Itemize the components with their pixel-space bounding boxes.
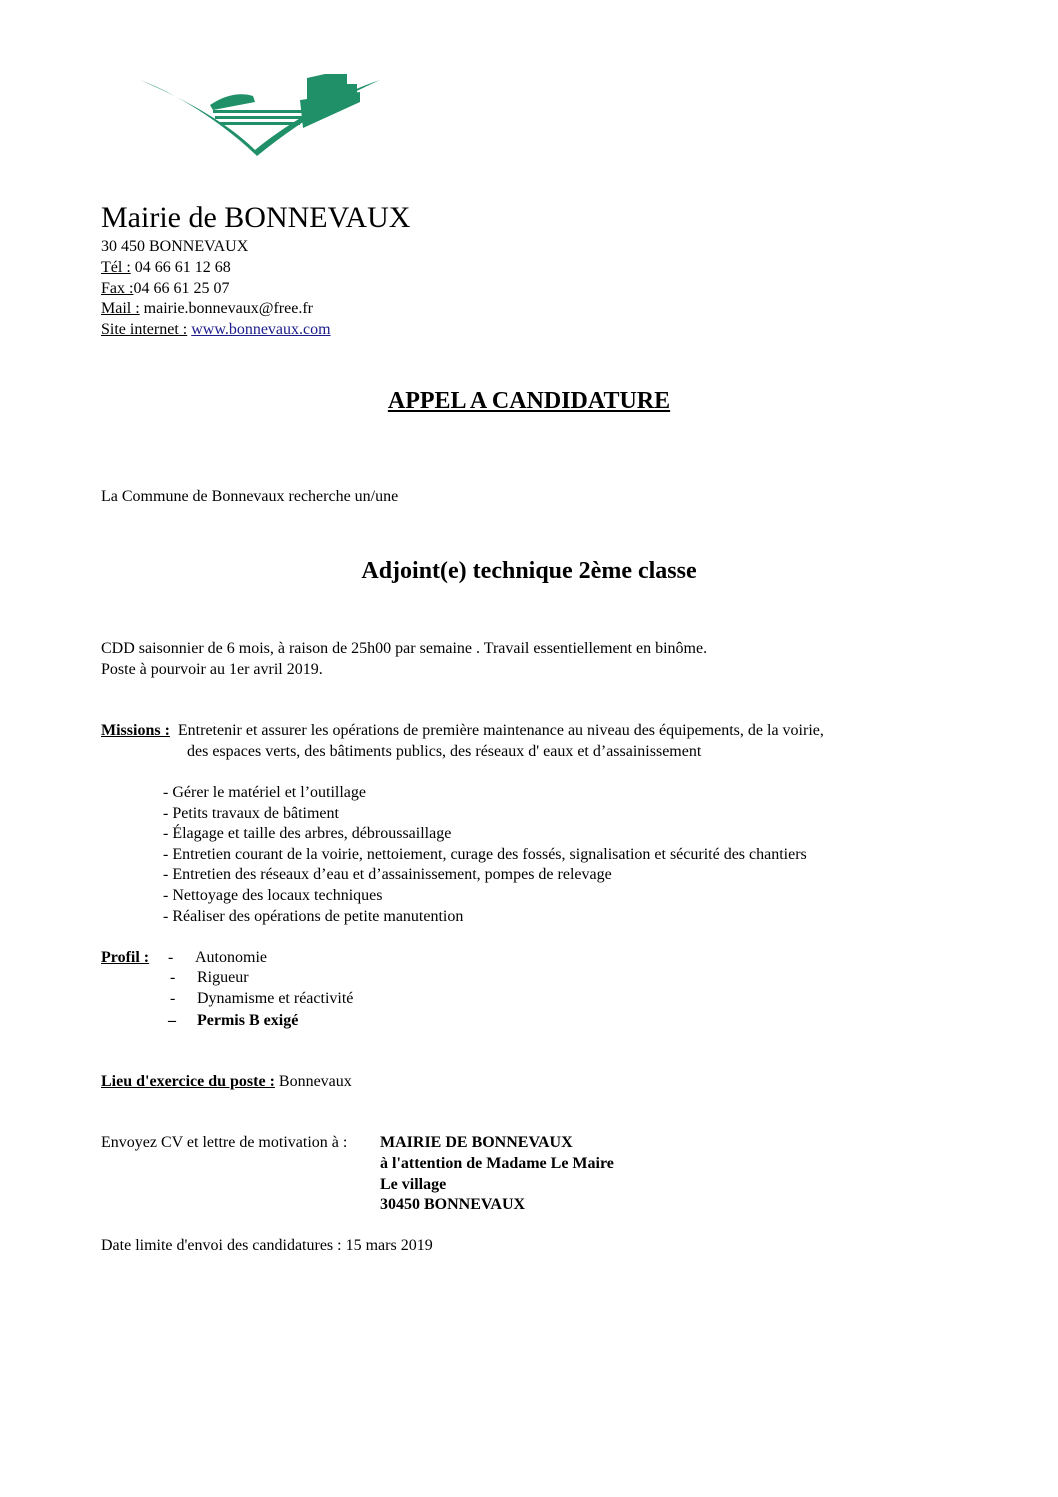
profil-item: Autonomie [195,949,267,966]
missions-text-2: des espaces verts, des bâtiments publics, des réseaux d' eaux et d’assainissement [187,743,702,760]
missions-intro [101,721,824,742]
mail-value: mairie.bonnevaux@free.fr [139,300,313,317]
list-item: - Gérer le matériel et l’outillage [163,784,367,801]
phone-value: 04 66 61 12 68 [130,259,231,276]
page-title: APPEL A CANDIDATURE [387,388,671,414]
profil-item: Rigueur [197,969,249,986]
org-mail [101,299,313,320]
website-link[interactable]: www.bonnevaux.com [191,321,331,338]
application-deadline: Date limite d'envoi des candidatures : 15 mars 2019 [101,1237,433,1254]
org-address: 30 450 BONNEVAUX [101,238,249,255]
contract-line-2: Poste à pourvoir au 1er avril 2019. [101,661,323,678]
list-item: - Réaliser des opérations de petite manutention [163,908,464,925]
profil-label: Profil : [101,949,150,966]
fax-label: Fax : [101,280,134,297]
job-title: Adjoint(e) technique 2ème classe [361,558,697,584]
website-label: Site internet : [101,321,188,338]
work-location [101,1072,352,1093]
logo-stripe [215,116,303,119]
intro-text: La Commune de Bonnevaux recherche un/une [101,488,399,505]
list-item: - Petits travaux de bâtiment [163,805,339,822]
address-line: 30450 BONNEVAUX [380,1196,526,1213]
org-name: Mairie de BONNEVAUX [101,201,411,234]
org-fax [101,279,229,300]
profil-dash: - [170,969,176,986]
logo-stripe [213,110,303,113]
profil-dash: - [170,990,176,1007]
missions-text-1: Entretenir et assurer les opérations de première maintenance au niveau des équipements, de la voirie, [177,722,824,739]
municipality-logo [135,70,385,160]
mail-label: Mail : [101,300,140,317]
logo-stripe [220,122,300,125]
list-item: - Nettoyage des locaux techniques [163,887,383,904]
profil-item: Dynamisme et réactivité [197,990,354,1007]
profil-item: Permis B exigé [197,1012,299,1029]
phone-label: Tél : [101,259,131,276]
address-line: Le village [380,1176,447,1193]
address-line: MAIRIE DE BONNEVAUX [380,1134,573,1151]
send-instructions: Envoyez CV et lettre de motivation à : [101,1134,348,1151]
fax-value: 04 66 61 25 07 [133,280,230,297]
contract-line-1: CDD saisonnier de 6 mois, à raison de 25h00 par semaine . Travail essentiellement en binôme. [101,640,708,657]
logo-hill [210,94,255,110]
profil-dash: - [168,949,174,966]
list-item: - Entretien courant de la voirie, nettoiement, curage des fossés, signalisation et sécurité des chantiers [163,846,807,863]
profil-label-wrap [101,948,155,969]
org-phone [101,258,231,279]
missions-label: Missions : [101,722,170,739]
address-line: à l'attention de Madame Le Maire [380,1155,614,1172]
profil-dash: – [168,1012,176,1029]
org-website [101,320,331,341]
list-item: - Élagage et taille des arbres, débroussaillage [163,825,452,842]
work-location-label: Lieu d'exercice du poste : [101,1073,275,1090]
work-location-value: Bonnevaux [274,1073,352,1090]
list-item: - Entretien des réseaux d’eau et d’assainissement, pompes de relevage [163,866,612,883]
